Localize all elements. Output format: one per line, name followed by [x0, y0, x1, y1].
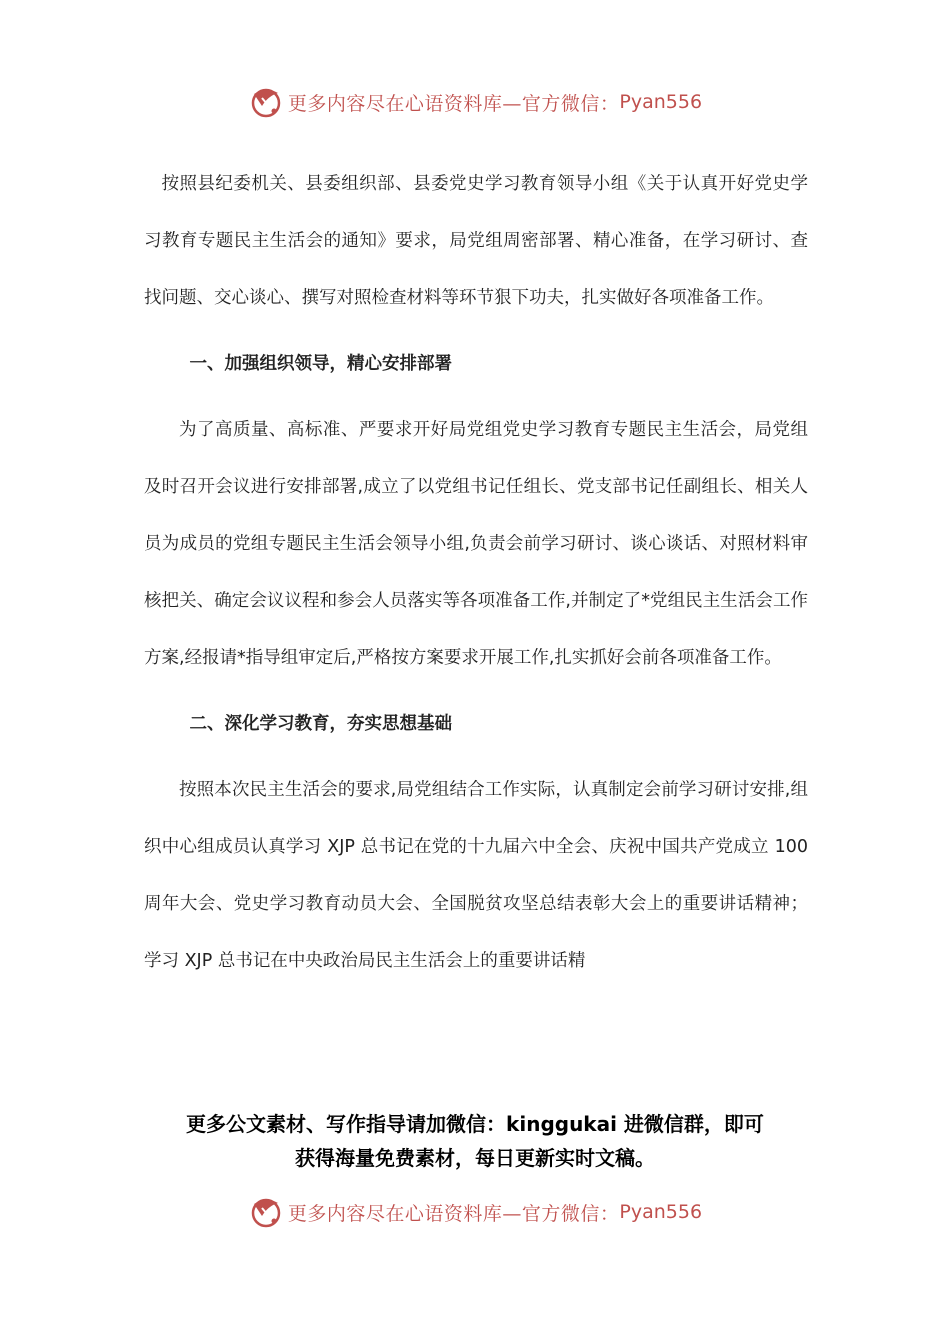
- document-body: [144, 156, 808, 990]
- section-1-heading: 一、加强组织领导，精心安排部署: [189, 354, 452, 374]
- section-2-heading: 二、深化学习教育，夯实思想基础: [189, 714, 452, 734]
- promo-line-2: 获得海量免费素材，每日更新实时文稿。: [295, 1146, 655, 1170]
- intro-paragraph: 按照县纪委机关、县委组织部、县委党史学习教育领导小组《关于认真开好党史学习教育专题民主生活会的通知》要求，局党组周密部署、精心准备，在学习研讨、查找问题、交心谈心、撰写对照检查材料等环节狠下功夫，扎实做好各项准备工作。: [144, 174, 808, 308]
- promo-notice: [110, 1107, 840, 1175]
- banner-text: 更多内容尽在心语资料库—官方微信：: [287, 92, 620, 115]
- brand-logo-icon: [248, 84, 284, 120]
- brand-logo-icon: [248, 1194, 284, 1230]
- banner-text: 更多内容尽在心语资料库—官方微信：: [287, 1202, 620, 1225]
- promo-line-1: 更多公文素材、写作指导请加微信：kinggukai 进微信群，即可: [186, 1112, 764, 1136]
- section-2-paragraph: 按照本次民主生活会的要求,局党组结合工作实际，认真制定会前学习研讨安排,组织中心组成员认真学习 XJP 总书记在党的十九届六中全会、庆祝中国共产党成立 100 周年大会、党史学习教育动员大会、全国脱贫攻坚总结表彰大会上的重要讲话精神；学习 XJP 总书记在中央政治局民主生活会上的重要讲话精: [144, 780, 808, 971]
- banner-wechat-id: Pyan556: [619, 91, 703, 113]
- banner-wechat-id: Pyan556: [619, 1201, 703, 1223]
- header-banner: [0, 80, 950, 124]
- footer-banner: [0, 1190, 950, 1234]
- section-1-paragraph: 为了高质量、高标准、严要求开好局党组党史学习教育专题民主生活会，局党组及时召开会议进行安排部署,成立了以党组书记任组长、党支部书记任副组长、相关人员为成员的党组专题民主生活会领导小组,负责会前学习研讨、谈心谈话、对照材料审核把关、确定会议议程和参会人员落实等各项准备工作,并制定了*党组民主生活会工作方案,经报请*指导组审定后,严格按方案要求开展工作,扎实抓好会前各项准备工作。: [144, 420, 808, 668]
